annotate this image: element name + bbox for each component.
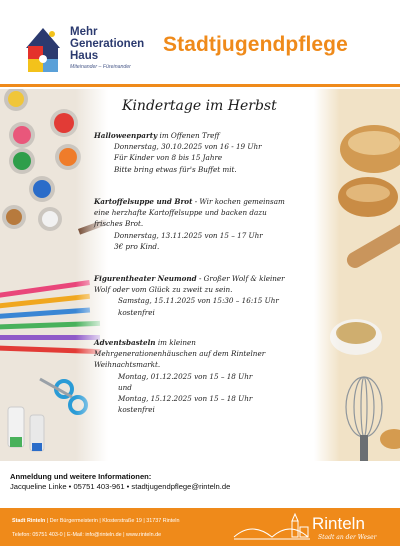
event-description: Mehrgenerationenhäuschen auf dem Rintelner xyxy=(94,349,266,359)
brand-line-1: Mehr xyxy=(70,26,98,38)
event-content xyxy=(94,89,322,461)
event-date: Donnerstag, 30.10.2025 von 16 - 19 Uhr xyxy=(114,142,262,152)
event-description: Wolf oder vom Glück zu zweit zu sein. xyxy=(94,285,233,295)
event-connector: und xyxy=(118,382,132,392)
footer-contact: Telefon: 05751 403-0 | E-Mail: info@rinteln.de | www.rinteln.de xyxy=(12,532,162,538)
city-logo-text: Rinteln xyxy=(312,514,365,533)
event-title-rest: im kleinen xyxy=(155,338,196,347)
registration-title: Anmeldung und weitere Informationen: xyxy=(10,472,152,481)
event-title-rest: - Wir kochen gemeinsam xyxy=(192,197,285,206)
footer-address-rest: | Der Bürgermeisterin | Klosterstraße 19 | 31737 Rinteln xyxy=(45,518,180,524)
event-title-row xyxy=(94,273,322,284)
event-title: Adventsbasteln xyxy=(94,338,156,347)
event-title: Kartoffelsuppe und Brot xyxy=(94,197,193,206)
craft-supplies-photo xyxy=(0,89,108,461)
header-divider xyxy=(0,84,400,87)
event-note: Bitte bring etwas für's Buffet mit. xyxy=(114,164,237,174)
page-title: Stadtjugendpflege xyxy=(163,33,348,56)
event-title: Halloweenparty xyxy=(94,131,158,140)
brand-tagline: Miteinander – Füreinander xyxy=(70,64,131,70)
city-tagline: Stadt an der Weser xyxy=(318,534,377,541)
baking-photo xyxy=(314,89,400,461)
city-skyline-icon xyxy=(232,511,312,543)
event-audience: Für Kinder von 8 bis 15 Jahre xyxy=(114,153,223,163)
event-price: 3€ pro Kind. xyxy=(114,241,160,251)
event-title-rest: - Großer Wolf & kleiner xyxy=(196,274,285,283)
event-title-rest: im Offenen Treff xyxy=(157,131,220,140)
footer xyxy=(0,508,400,546)
main-heading: Kindertage im Herbst xyxy=(122,98,277,114)
event-title: Figurentheater Neumond xyxy=(94,274,197,283)
footer-address xyxy=(12,518,179,524)
event-price: kostenfrei xyxy=(118,405,155,415)
registration-contact: Jacqueline Linke • 05751 403-961 • stadtjugendpflege@rinteln.de xyxy=(10,482,231,491)
event-figurentheater xyxy=(94,273,322,318)
event-adventsbasteln xyxy=(94,337,322,415)
mehrgenerationenhaus-logo xyxy=(22,22,64,74)
event-date: Donnerstag, 13.11.2025 von 15 – 17 Uhr xyxy=(114,230,263,240)
event-date: Montag, 01.12.2025 von 15 – 18 Uhr xyxy=(118,371,253,381)
event-date: Samstag, 15.11.2025 von 15:30 – 16:15 Uhr xyxy=(118,296,279,306)
event-description: Weihnachtsmarkt. xyxy=(94,360,161,370)
event-kartoffelsuppe xyxy=(94,196,322,252)
event-title-row xyxy=(94,196,322,207)
event-date: Montag, 15.12.2025 von 15 – 18 Uhr xyxy=(118,394,253,404)
event-description: frisches Brot. xyxy=(94,219,144,229)
brand-line-2: Generationen xyxy=(70,38,145,50)
event-title-row xyxy=(94,337,322,348)
brand-line-3: Haus xyxy=(70,50,99,62)
event-halloween xyxy=(94,130,322,175)
event-price: kostenfrei xyxy=(118,307,155,317)
footer-org: Stadt Rinteln xyxy=(12,518,46,524)
event-description: eine herzhafte Kartoffelsuppe und backen dazu xyxy=(94,208,267,218)
event-title-row xyxy=(94,130,322,141)
brand-wordmark xyxy=(70,26,144,70)
